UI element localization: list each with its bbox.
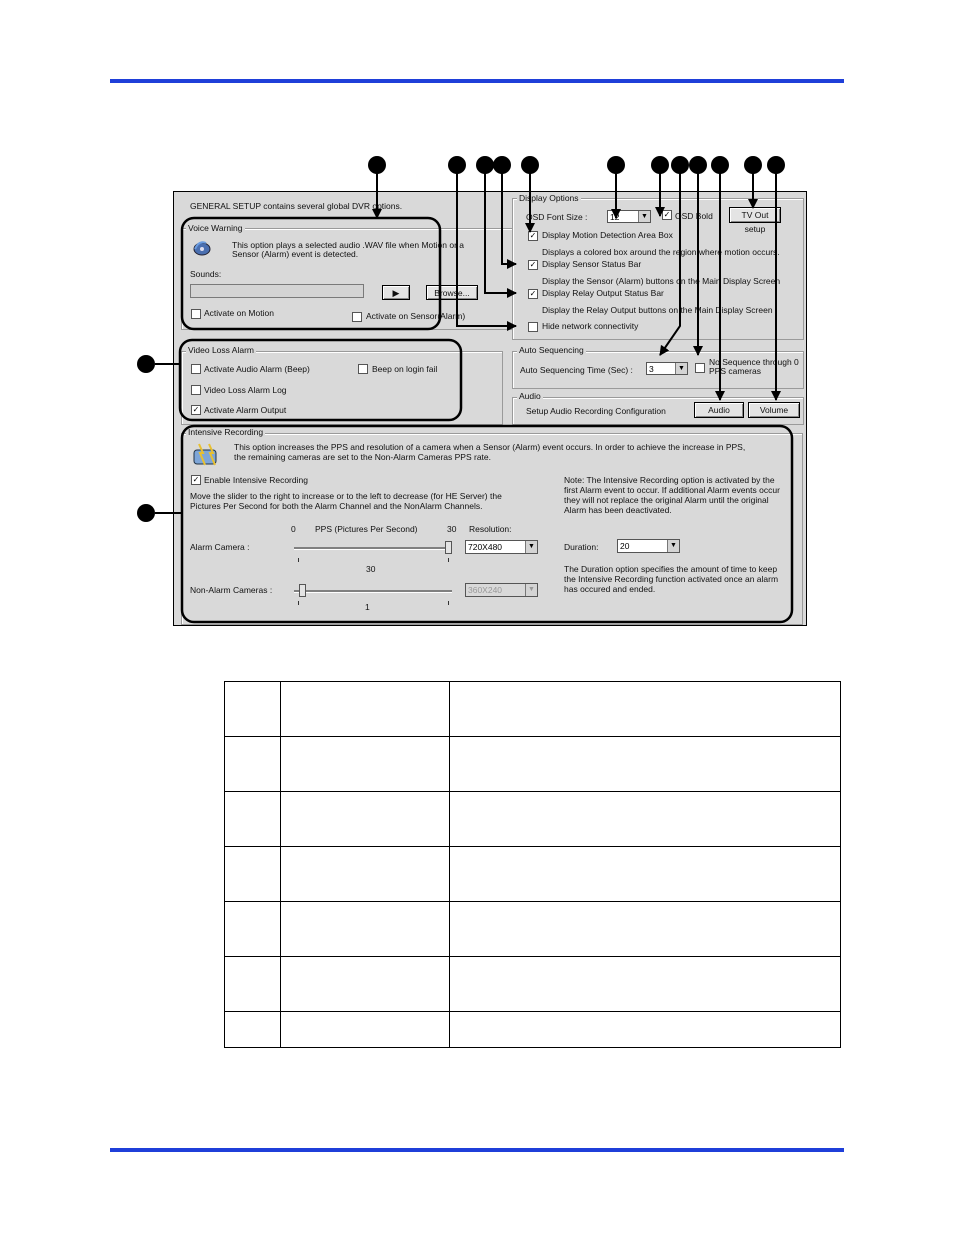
table-cell [281, 737, 450, 792]
browse-button[interactable]: Browse... [426, 285, 478, 300]
callout-marker [767, 156, 785, 174]
alarm-camera-label: Alarm Camera : [190, 542, 250, 552]
slider-help-line2: Pictures Per Second for both the Alarm Channel and the NonAlarm Channels. [190, 501, 483, 511]
resolution-label: Resolution: [469, 524, 512, 534]
table-cell [450, 682, 841, 737]
table-cell [450, 847, 841, 902]
callout-marker [744, 156, 762, 174]
table-row [225, 957, 841, 1012]
slider-tick [448, 558, 449, 562]
table-row [225, 737, 841, 792]
osd-font-size-label: OSD Font Size : [526, 212, 588, 222]
chevron-down-icon: ▼ [675, 363, 687, 374]
table-cell [281, 957, 450, 1012]
table-cell [225, 1012, 281, 1048]
sensor-bar-label: Display Sensor Status Bar [542, 259, 642, 269]
speaker-icon [191, 239, 215, 257]
osd-font-size-select[interactable] [607, 210, 651, 223]
hide-network-checkbox[interactable] [528, 322, 538, 332]
no-sequence-label: No Sequence through 0 PPS cameras [709, 357, 799, 376]
audio-title: Audio [519, 391, 541, 401]
alarm-slider-track [294, 547, 452, 550]
chevron-down-icon: ▼ [667, 540, 679, 552]
table-cell [281, 1012, 450, 1048]
duration-select[interactable] [617, 539, 680, 553]
callout-reference-table [224, 681, 841, 1048]
callout-marker [651, 156, 669, 174]
alarm-slider-thumb[interactable] [445, 541, 452, 554]
intensive-recording-title: Intensive Recording [188, 427, 264, 437]
non-alarm-camera-label: Non-Alarm Cameras : [190, 585, 273, 595]
callout-marker [607, 156, 625, 174]
auto-sequencing-title: Auto Sequencing [519, 345, 584, 355]
duration-value: 20 [620, 541, 630, 551]
table-cell [225, 737, 281, 792]
relay-bar-checkbox[interactable]: ✓ [529, 289, 537, 298]
alarm-output-checkbox[interactable]: ✓ [192, 405, 200, 414]
alarm-resolution-value: 720X480 [468, 542, 503, 552]
note-line2: first Alarm event to occur. If additional Alarm events occur [564, 485, 780, 495]
alarm-pps-value: 30 [366, 564, 376, 574]
table-cell [450, 1012, 841, 1048]
table-cell [450, 792, 841, 847]
auto-sequencing-time-select[interactable] [646, 362, 688, 375]
non-alarm-resolution-value: 360X240 [468, 585, 503, 595]
callout-marker [689, 156, 707, 174]
enable-intensive-checkbox[interactable]: ✓ [192, 475, 200, 484]
non-alarm-pps-value: 1 [365, 602, 370, 612]
callout-marker [137, 355, 155, 373]
video-loss-log-checkbox[interactable] [191, 385, 201, 395]
relay-bar-label: Display Relay Output Status Bar [542, 288, 664, 298]
no-sequence-checkbox[interactable] [695, 363, 705, 373]
audio-setup-label: Setup Audio Recording Configuration [526, 406, 666, 416]
voice-warning-title: Voice Warning [188, 223, 243, 233]
voice-warning-description-1: This option plays a selected audio .WAV file when Motion or a [232, 240, 464, 250]
slider-tick [448, 601, 449, 605]
note-line3: they will not replace the original Alarm until the original [564, 495, 769, 505]
scale-min: 0 [291, 524, 296, 534]
alarm-output-label: Activate Alarm Output [204, 405, 287, 415]
chevron-down-icon: ▼ [525, 541, 537, 553]
callout-marker [368, 156, 386, 174]
video-loss-title: Video Loss Alarm [188, 345, 254, 355]
activate-on-sensor-checkbox[interactable] [352, 312, 362, 322]
table-cell [225, 902, 281, 957]
table-row [225, 847, 841, 902]
chevron-down-icon: ▼ [525, 584, 537, 596]
volume-button[interactable]: Volume [748, 402, 800, 418]
callout-marker [448, 156, 466, 174]
non-alarm-slider-thumb[interactable] [299, 584, 306, 597]
footer-rule [110, 1148, 844, 1152]
table-row [225, 1012, 841, 1048]
callout-marker [521, 156, 539, 174]
motion-box-checkbox[interactable]: ✓ [529, 231, 537, 240]
sounds-label: Sounds: [190, 269, 222, 279]
activate-on-motion-checkbox[interactable] [191, 309, 201, 319]
audio-button[interactable]: Audio [694, 402, 744, 418]
sensor-bar-checkbox[interactable]: ✓ [529, 260, 537, 269]
chevron-down-icon: ▼ [638, 211, 650, 222]
table-row [225, 902, 841, 957]
table-cell [450, 902, 841, 957]
video-loss-log-label: Video Loss Alarm Log [204, 385, 287, 395]
sensor-bar-description: Display the Sensor (Alarm) buttons on the Main Display Screen [542, 276, 781, 286]
relay-bar-description: Display the Relay Output buttons on the Main Display Screen [542, 305, 773, 315]
display-options-title: Display Options [519, 193, 579, 203]
table-row [225, 682, 841, 737]
note-line1: Note: The Intensive Recording option is activated by the [564, 475, 775, 485]
table-cell [281, 682, 450, 737]
osd-font-size-value: 12 [610, 212, 620, 222]
callout-marker [476, 156, 494, 174]
osd-bold-checkbox[interactable]: ✓ [663, 210, 671, 219]
scale-label: PPS (Pictures Per Second) [315, 524, 418, 534]
auto-sequencing-time-value: 3 [649, 364, 654, 374]
intensive-description-line2: the remaining cameras are set to the Non-Alarm Cameras PPS rate. [234, 452, 491, 462]
osd-bold-label: OSD Bold [675, 211, 713, 221]
general-setup-intro: GENERAL SETUP contains several global DVR options. [190, 201, 403, 211]
callout-marker [671, 156, 689, 174]
activate-on-sensor-label: Activate on Sensor(Alarm) [366, 311, 466, 321]
non-alarm-slider-track [294, 590, 452, 593]
sounds-field[interactable] [190, 284, 364, 298]
callout-marker [493, 156, 511, 174]
lightning-camera-icon [191, 442, 221, 470]
beep-login-fail-label: Beep on login fail [372, 364, 438, 374]
auto-sequencing-time-label: Auto Sequencing Time (Sec) : [520, 365, 633, 375]
activate-on-motion-label: Activate on Motion [204, 308, 274, 318]
slider-help-line1: Move the slider to the right to increase or to the left to decrease (for HE Server) the [190, 491, 502, 501]
audio-alarm-checkbox[interactable] [191, 364, 201, 374]
intensive-description-line1: This option increases the PPS and resolution of a camera when a Sensor (Alarm) event occurs. In order to achieve the increase in PPS, [234, 442, 746, 452]
table-cell [225, 847, 281, 902]
duration-label: Duration: [564, 542, 599, 552]
table-cell [225, 682, 281, 737]
header-rule [110, 79, 844, 83]
scale-max: 30 [447, 524, 457, 534]
general-setup-screenshot [173, 191, 807, 626]
audio-alarm-label: Activate Audio Alarm (Beep) [204, 364, 310, 374]
slider-tick [298, 601, 299, 605]
play-button[interactable]: ▶ [382, 285, 410, 300]
motion-box-label: Display Motion Detection Area Box [542, 230, 673, 240]
alarm-resolution-select[interactable] [465, 540, 538, 554]
enable-intensive-label: Enable Intensive Recording [204, 475, 308, 485]
non-alarm-resolution-select[interactable] [465, 583, 538, 597]
voice-warning-description-2: Sensor (Alarm) event is detected. [232, 249, 359, 259]
table-cell [281, 847, 450, 902]
note-line4: Alarm has been deactivated. [564, 505, 672, 515]
duration-help-line1: The Duration option specifies the amount of time to keep [564, 564, 778, 574]
table-cell [281, 902, 450, 957]
duration-help-line2: the Intensive Recording function activated once an alarm [564, 574, 779, 584]
duration-help-line3: has occured and ended. [564, 584, 656, 594]
tv-out-setup-button[interactable]: TV Out setup [729, 207, 781, 223]
table-cell [450, 957, 841, 1012]
table-cell [225, 957, 281, 1012]
beep-login-fail-checkbox[interactable] [358, 364, 368, 374]
hide-network-label: Hide network connectivity [542, 321, 639, 331]
table-cell [281, 792, 450, 847]
slider-tick [298, 558, 299, 562]
callout-marker [137, 504, 155, 522]
callout-marker [711, 156, 729, 174]
table-row [225, 792, 841, 847]
motion-box-description: Displays a colored box around the region where motion occurs. [542, 247, 780, 257]
table-cell [225, 792, 281, 847]
table-cell [450, 737, 841, 792]
